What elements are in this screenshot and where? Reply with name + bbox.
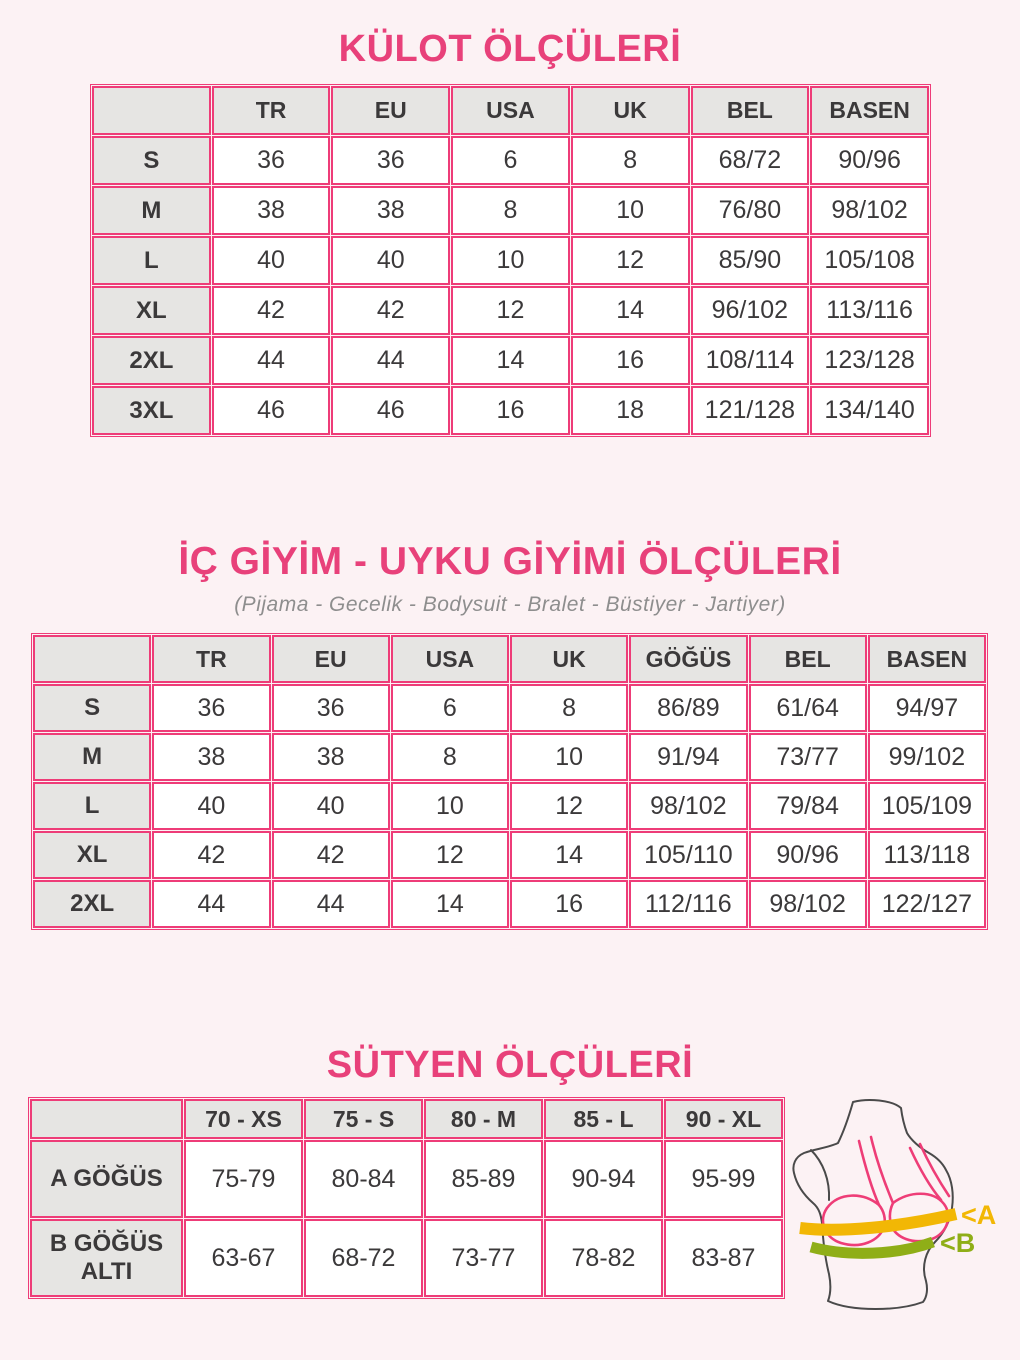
table-row bbox=[33, 880, 986, 928]
size-cell: 8 bbox=[571, 136, 690, 185]
column-header: 70 - XS bbox=[184, 1099, 303, 1139]
size-cell: 8 bbox=[391, 733, 509, 781]
size-cell: 90/96 bbox=[749, 831, 867, 879]
bust-measure-label: <A bbox=[961, 1200, 997, 1230]
size-cell: 40 bbox=[152, 782, 270, 830]
row-label: 2XL bbox=[33, 880, 151, 928]
row-label: 3XL bbox=[92, 386, 211, 435]
size-cell: 40 bbox=[331, 236, 450, 285]
size-cell: 36 bbox=[152, 684, 270, 732]
size-cell: 61/64 bbox=[749, 684, 867, 732]
size-cell: 12 bbox=[571, 236, 690, 285]
size-cell: 10 bbox=[571, 186, 690, 235]
corner-cell bbox=[92, 86, 211, 135]
size-cell: 38 bbox=[331, 186, 450, 235]
row-label: B GÖĞÜS ALTI bbox=[30, 1219, 183, 1297]
size-cell: 46 bbox=[331, 386, 450, 435]
size-cell: 95-99 bbox=[664, 1140, 783, 1218]
column-header: BEL bbox=[749, 635, 867, 683]
size-cell: 42 bbox=[331, 286, 450, 335]
size-cell: 122/127 bbox=[868, 880, 986, 928]
size-cell: 112/116 bbox=[629, 880, 747, 928]
corner-cell bbox=[33, 635, 151, 683]
size-cell: 44 bbox=[331, 336, 450, 385]
column-header: TR bbox=[212, 86, 331, 135]
size-cell: 38 bbox=[212, 186, 331, 235]
table-row bbox=[92, 386, 929, 435]
size-cell: 78-82 bbox=[544, 1219, 663, 1297]
size-cell: 6 bbox=[451, 136, 570, 185]
size-cell: 123/128 bbox=[810, 336, 929, 385]
column-header: 80 - M bbox=[424, 1099, 543, 1139]
size-cell: 8 bbox=[451, 186, 570, 235]
size-cell: 42 bbox=[152, 831, 270, 879]
size-cell: 12 bbox=[510, 782, 628, 830]
size-cell: 63-67 bbox=[184, 1219, 303, 1297]
size-cell: 94/97 bbox=[868, 684, 986, 732]
size-cell: 42 bbox=[212, 286, 331, 335]
size-cell: 80-84 bbox=[304, 1140, 423, 1218]
size-cell: 10 bbox=[451, 236, 570, 285]
size-cell: 14 bbox=[451, 336, 570, 385]
size-cell: 73/77 bbox=[749, 733, 867, 781]
sutyen-size-table bbox=[28, 1097, 785, 1299]
table-row bbox=[92, 336, 929, 385]
size-cell: 73-77 bbox=[424, 1219, 543, 1297]
size-cell: 98/102 bbox=[749, 880, 867, 928]
size-cell: 86/89 bbox=[629, 684, 747, 732]
size-cell: 113/118 bbox=[868, 831, 986, 879]
torso-outline-icon bbox=[793, 1100, 952, 1309]
underbust-band-icon bbox=[811, 1242, 933, 1253]
row-label: A GÖĞÜS bbox=[30, 1140, 183, 1218]
table-row bbox=[33, 684, 986, 732]
column-header: BEL bbox=[691, 86, 810, 135]
ic-giyim-title: İÇ GİYİM - UYKU GİYİMİ ÖLÇÜLERİ bbox=[178, 540, 842, 583]
size-cell: 14 bbox=[510, 831, 628, 879]
row-label: S bbox=[33, 684, 151, 732]
column-header: EU bbox=[272, 635, 390, 683]
row-label: XL bbox=[92, 286, 211, 335]
size-cell: 44 bbox=[272, 880, 390, 928]
size-cell: 38 bbox=[272, 733, 390, 781]
size-cell: 12 bbox=[391, 831, 509, 879]
size-cell: 96/102 bbox=[691, 286, 810, 335]
size-cell: 42 bbox=[272, 831, 390, 879]
row-label: L bbox=[92, 236, 211, 285]
table-row bbox=[92, 186, 929, 235]
size-cell: 6 bbox=[391, 684, 509, 732]
column-header: UK bbox=[571, 86, 690, 135]
size-cell: 44 bbox=[152, 880, 270, 928]
column-header: GÖĞÜS bbox=[629, 635, 747, 683]
size-cell: 16 bbox=[510, 880, 628, 928]
size-cell: 83-87 bbox=[664, 1219, 783, 1297]
table-row bbox=[30, 1140, 783, 1218]
underbust-measure-label: <B bbox=[940, 1228, 976, 1258]
size-cell: 8 bbox=[510, 684, 628, 732]
ic-giyim-subtitle: (Pijama - Gecelik - Bodysuit - Bralet - Büstiyer - Jartiyer) bbox=[234, 593, 786, 616]
size-cell: 98/102 bbox=[629, 782, 747, 830]
size-cell: 134/140 bbox=[810, 386, 929, 435]
size-cell: 105/109 bbox=[868, 782, 986, 830]
size-cell: 40 bbox=[212, 236, 331, 285]
row-label: M bbox=[92, 186, 211, 235]
size-cell: 75-79 bbox=[184, 1140, 303, 1218]
size-cell: 12 bbox=[451, 286, 570, 335]
table-row bbox=[30, 1219, 783, 1297]
row-label: L bbox=[33, 782, 151, 830]
size-cell: 14 bbox=[571, 286, 690, 335]
size-cell: 36 bbox=[272, 684, 390, 732]
size-cell: 14 bbox=[391, 880, 509, 928]
table-row bbox=[92, 236, 929, 285]
column-header: USA bbox=[451, 86, 570, 135]
row-label: 2XL bbox=[92, 336, 211, 385]
size-cell: 10 bbox=[391, 782, 509, 830]
bra-measurement-diagram bbox=[780, 1080, 1020, 1360]
header-row bbox=[30, 1099, 783, 1139]
size-cell: 36 bbox=[331, 136, 450, 185]
column-header: TR bbox=[152, 635, 270, 683]
size-cell: 98/102 bbox=[810, 186, 929, 235]
header-row bbox=[33, 635, 986, 683]
table-row bbox=[92, 136, 929, 185]
kulot-title: KÜLOT ÖLÇÜLERİ bbox=[338, 28, 682, 70]
size-cell: 10 bbox=[510, 733, 628, 781]
size-cell: 99/102 bbox=[868, 733, 986, 781]
size-cell: 16 bbox=[571, 336, 690, 385]
kulot-size-table bbox=[90, 84, 931, 437]
table-row bbox=[33, 733, 986, 781]
size-cell: 16 bbox=[451, 386, 570, 435]
column-header: 90 - XL bbox=[664, 1099, 783, 1139]
size-cell: 85/90 bbox=[691, 236, 810, 285]
column-header: 85 - L bbox=[544, 1099, 663, 1139]
ic-giyim-size-table bbox=[31, 633, 988, 930]
column-header: EU bbox=[331, 86, 450, 135]
table-row bbox=[92, 286, 929, 335]
column-header: UK bbox=[510, 635, 628, 683]
header-row bbox=[92, 86, 929, 135]
size-cell: 40 bbox=[272, 782, 390, 830]
size-cell: 36 bbox=[212, 136, 331, 185]
size-cell: 105/108 bbox=[810, 236, 929, 285]
size-cell: 44 bbox=[212, 336, 331, 385]
size-cell: 105/110 bbox=[629, 831, 747, 879]
column-header: BASEN bbox=[868, 635, 986, 683]
row-label: S bbox=[92, 136, 211, 185]
sutyen-title: SÜTYEN ÖLÇÜLERİ bbox=[326, 1044, 694, 1086]
size-cell: 68-72 bbox=[304, 1219, 423, 1297]
column-header: USA bbox=[391, 635, 509, 683]
size-cell: 121/128 bbox=[691, 386, 810, 435]
corner-cell bbox=[30, 1099, 183, 1139]
size-cell: 90-94 bbox=[544, 1140, 663, 1218]
size-cell: 18 bbox=[571, 386, 690, 435]
column-header: BASEN bbox=[810, 86, 929, 135]
size-cell: 91/94 bbox=[629, 733, 747, 781]
table-row bbox=[33, 831, 986, 879]
size-cell: 90/96 bbox=[810, 136, 929, 185]
size-cell: 113/116 bbox=[810, 286, 929, 335]
table-row bbox=[33, 782, 986, 830]
row-label: XL bbox=[33, 831, 151, 879]
row-label: M bbox=[33, 733, 151, 781]
column-header: 75 - S bbox=[304, 1099, 423, 1139]
size-cell: 85-89 bbox=[424, 1140, 543, 1218]
size-cell: 76/80 bbox=[691, 186, 810, 235]
size-cell: 79/84 bbox=[749, 782, 867, 830]
size-cell: 38 bbox=[152, 733, 270, 781]
size-cell: 68/72 bbox=[691, 136, 810, 185]
size-cell: 108/114 bbox=[691, 336, 810, 385]
size-cell: 46 bbox=[212, 386, 331, 435]
